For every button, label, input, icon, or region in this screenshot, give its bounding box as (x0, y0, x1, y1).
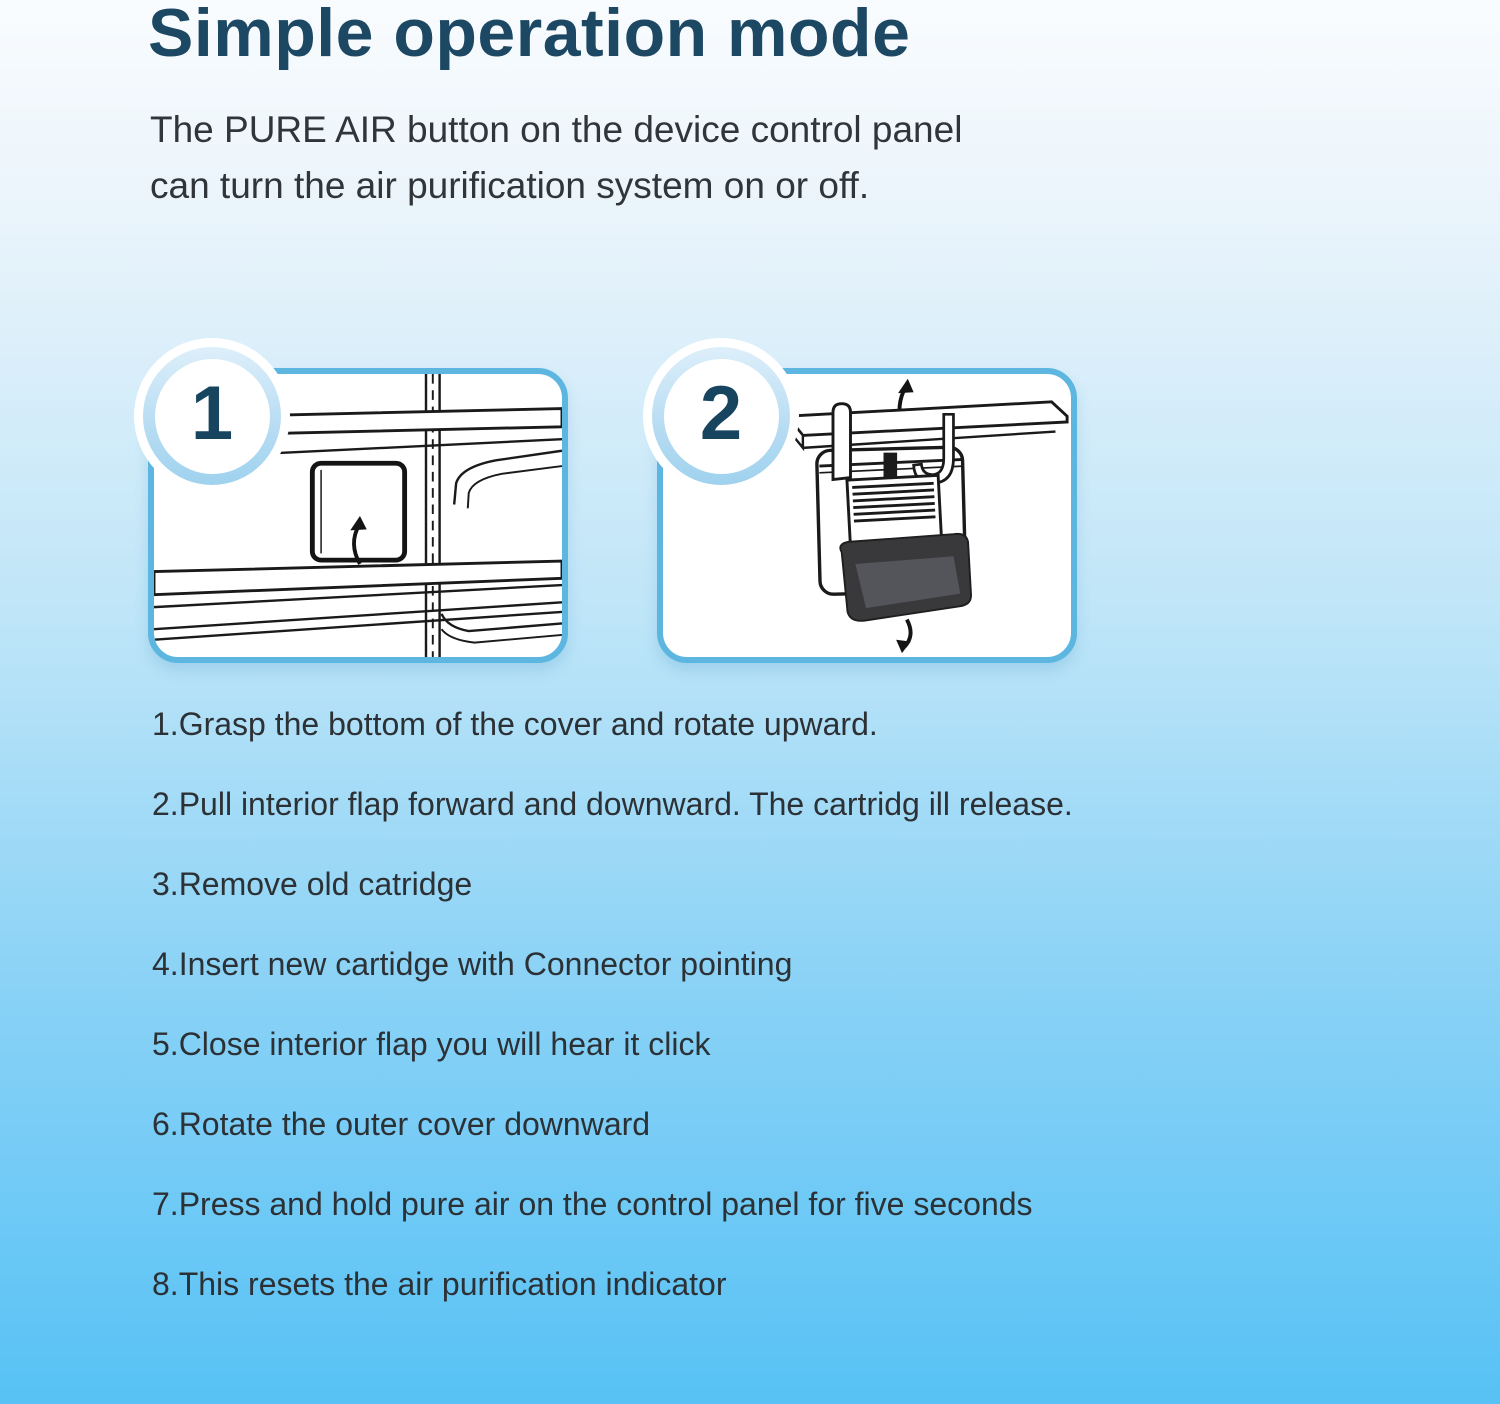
badge-inner (664, 359, 779, 474)
badge-ring (652, 347, 790, 485)
air-filter-cover (312, 463, 404, 560)
shelf (787, 402, 1067, 448)
step-item-3: 3.Remove old catridge (152, 866, 473, 902)
subtitle-line-1: The PURE AIR button on the device control panel (150, 109, 963, 150)
step-item-1: 1.Grasp the bottom of the cover and rotate upward. (152, 706, 878, 742)
arrow-down-curved-icon (896, 620, 911, 654)
subtitle-line-2: can turn the air purification system on or off. (150, 165, 870, 206)
step-item-4: 4.Insert new cartidge with Connector pointing (152, 946, 793, 982)
step-item-2: 2.Pull interior flap forward and downward. The cartridg ill release. (152, 786, 1073, 822)
badge-ring (143, 347, 281, 485)
instruction-steps-list (152, 706, 1073, 1346)
page-title: Simple operation mode (148, 0, 911, 71)
bottom-shelf (154, 561, 562, 643)
step-item-5: 5.Close interior flap you will hear it click (152, 1026, 711, 1062)
step-badge-2 (643, 338, 799, 494)
badge-number-2: 2 (699, 370, 743, 456)
interior-flap-tray (840, 534, 971, 621)
illustration-panel-2 (657, 368, 1077, 663)
step-badge-1 (134, 338, 290, 494)
step-item-6: 6.Rotate the outer cover downward (152, 1106, 651, 1142)
badge-inner (155, 359, 270, 474)
step-item-8: 8.This resets the air purification indicator (152, 1266, 727, 1302)
page-subtitle (150, 102, 962, 214)
illustration-panel-1 (148, 368, 568, 663)
step-item-7: 7.Press and hold pure air on the control panel for five seconds (152, 1186, 1033, 1222)
badge-number-1: 1 (190, 370, 234, 456)
